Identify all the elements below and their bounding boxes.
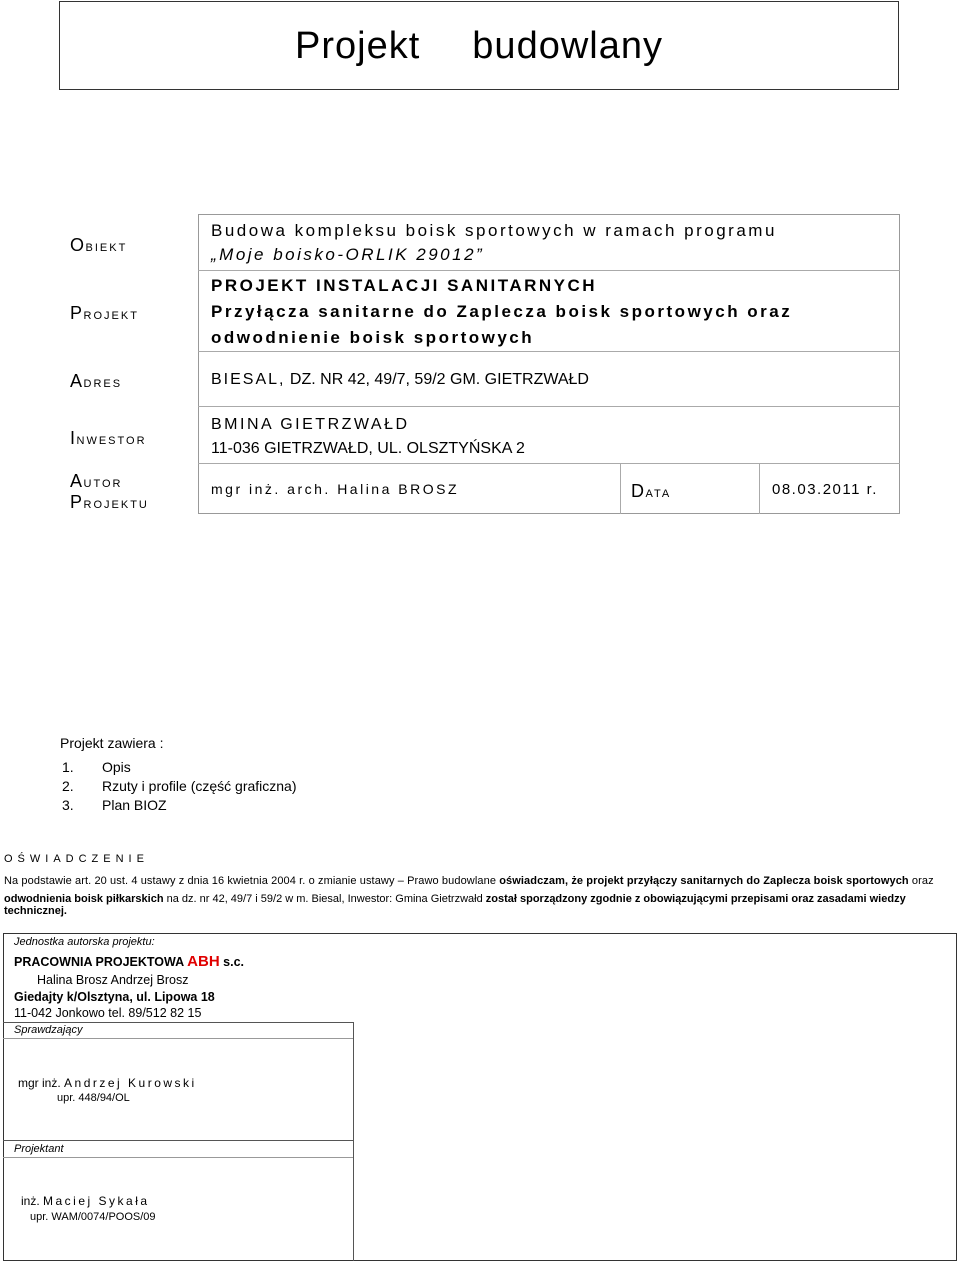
document-title (59, 1, 899, 90)
divider (198, 351, 900, 352)
projektant-upr: upr. WAM/0074/POOS/09 (30, 1211, 156, 1223)
divider (353, 1022, 354, 1261)
list-item: 1. Opis (62, 759, 131, 775)
label-inwestor: INWESTOR (70, 428, 147, 448)
label-autor: AUTOR (70, 471, 123, 491)
divider (3, 1038, 353, 1039)
label-data: DATA (631, 481, 672, 501)
divider (620, 463, 621, 514)
jednostka-address-2: 11-042 Jonkowo tel. 89/512 82 15 (14, 1006, 202, 1020)
projekt-line-3: odwodnienie boisk sportowych (211, 328, 535, 347)
jednostka-persons: Halina Brosz Andrzej Brosz (37, 973, 189, 987)
projektant-name: inż. Maciej Sykała (21, 1194, 150, 1208)
title-word-1: Projekt (295, 25, 421, 67)
oswiadczenie-heading: OŚWIADCZENIE (4, 853, 149, 865)
label-projekt: PROJEKT (70, 303, 139, 323)
autor-name: mgr inż. arch. Halina BROSZ (211, 481, 459, 497)
title-word-2: budowlany (472, 25, 663, 67)
jednostka-label: Jednostka autorska projektu: (14, 936, 155, 948)
label-obiekt: OBIEKT (70, 235, 128, 255)
divider (759, 463, 760, 514)
list-item: 2. Rzuty i profile (część graficzna) (62, 778, 297, 794)
projekt-line-2: Przyłącza sanitarne do Zaplecza boisk sportowych oraz (211, 302, 793, 321)
obiekt-line-1: Budowa kompleksu boisk sportowych w ramach programu (211, 221, 777, 240)
divider (198, 270, 900, 271)
label-adres: ADRES (70, 371, 123, 391)
jednostka-name: PRACOWNIA PROJEKTOWA ABH s.c. (14, 953, 244, 970)
divider (198, 406, 900, 407)
sprawdzajacy-upr: upr. 448/94/OL (57, 1092, 130, 1104)
inwestor-line-2: 11-036 GIETRZWAŁD, UL. OLSZTYŃSKA 2 (211, 440, 525, 457)
list-item: 3. Plan BIOZ (62, 797, 167, 813)
jednostka-address-1: Giedajty k/Olsztyna, ul. Lipowa 18 (14, 990, 215, 1004)
sprawdzajacy-name: mgr inż. Andrzej Kurowski (18, 1076, 197, 1090)
divider (198, 463, 900, 464)
inwestor-line-1: BMINA GIETRZWAŁD (211, 416, 410, 433)
adres-value: BIESAL, DZ. NR 42, 49/7, 59/2 GM. GIETRZWAŁD (211, 371, 589, 388)
contents-heading: Projekt zawiera : (60, 735, 164, 751)
autor-date: 08.03.2011 r. (772, 481, 878, 498)
projekt-line-1: PROJEKT INSTALACJI SANITARNYCH (211, 276, 598, 295)
sprawdzajacy-label: Sprawdzający (14, 1024, 83, 1036)
divider (3, 1022, 353, 1023)
oswiadczenie-line-2: odwodnienia boisk piłkarskich na dz. nr 42, 49/7 i 59/2 w m. Biesal, Inwestor: Gmina Gietrzwałd został sporządzony zgodnie z obowiązującymi przepisami oraz zasadami wiedzy technicznej. (4, 893, 906, 917)
obiekt-line-2: „Moje boisko-ORLIK 29012” (211, 245, 485, 264)
oswiadczenie-line-1: Na podstawie art. 20 ust. 4 ustawy z dnia 16 kwietnia 2004 r. o zmianie ustawy – Prawo budowlane oświadczam, że projekt przyłączy sanitarnych do Zaplecza boisk sportowych oraz (4, 875, 934, 887)
label-projektu: PROJEKTU (70, 492, 149, 512)
divider (3, 1157, 353, 1158)
divider (3, 1140, 353, 1141)
projektant-label: Projektant (14, 1143, 64, 1155)
